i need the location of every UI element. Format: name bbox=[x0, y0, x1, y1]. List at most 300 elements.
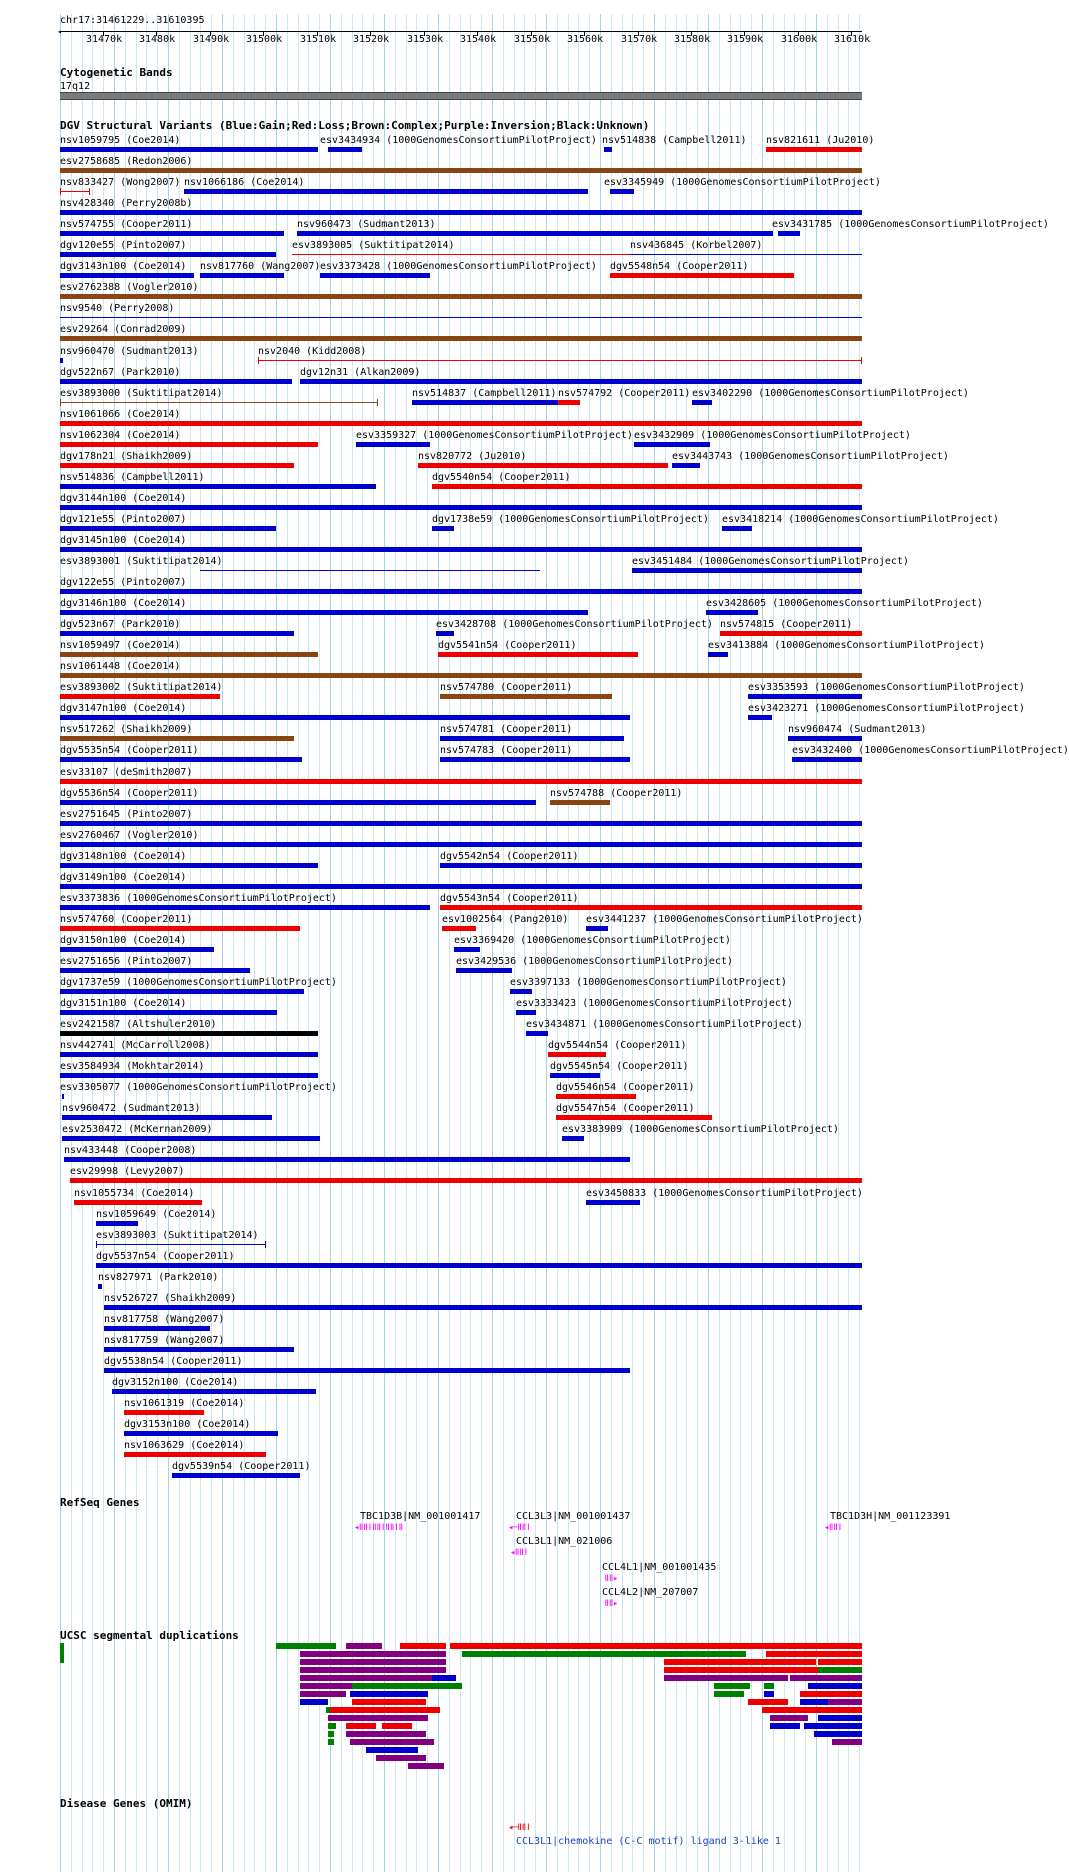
variant-label[interactable]: esv3373428 (1000GenomesConsortiumPilotProject) bbox=[320, 261, 597, 272]
variant-label[interactable]: dgv5537n54 (Cooper2011) bbox=[96, 1251, 235, 1262]
variant-label[interactable]: esv3402290 (1000GenomesConsortiumPilotProject) bbox=[692, 388, 969, 399]
variant-label[interactable]: esv3383909 (1000GenomesConsortiumPilotProject) bbox=[562, 1124, 839, 1135]
variant-label[interactable]: nsv960473 (Sudmant2013) bbox=[297, 219, 436, 230]
variant-label[interactable]: dgv5542n54 (Cooper2011) bbox=[440, 851, 579, 862]
variant-label[interactable]: esv3431785 (1000GenomesConsortiumPilotProject) bbox=[772, 219, 1049, 230]
segdup-block[interactable] bbox=[346, 1723, 376, 1729]
segdup-block[interactable] bbox=[60, 1643, 64, 1663]
variant-bar[interactable] bbox=[60, 421, 862, 426]
variant-bar[interactable] bbox=[184, 189, 588, 194]
variant-bar[interactable] bbox=[200, 570, 540, 571]
refseq-track-title[interactable]: RefSeq Genes bbox=[60, 1496, 140, 1509]
variant-bar[interactable] bbox=[440, 863, 862, 868]
variant-bar[interactable] bbox=[124, 1431, 278, 1436]
variant-label[interactable]: dgv3149n100 (Coe2014) bbox=[60, 872, 187, 883]
variant-bar[interactable] bbox=[60, 989, 304, 994]
variant-bar[interactable] bbox=[412, 400, 560, 405]
variant-label[interactable]: dgv5545n54 (Cooper2011) bbox=[550, 1061, 689, 1072]
variant-bar[interactable] bbox=[124, 1410, 204, 1415]
variant-label[interactable]: nsv514838 (Campbell2011) bbox=[602, 135, 747, 146]
segdup-block[interactable] bbox=[366, 1747, 418, 1753]
variant-label[interactable]: dgv12n31 (Alkan2009) bbox=[300, 367, 421, 378]
variant-bar[interactable] bbox=[96, 1221, 138, 1226]
variant-bar[interactable] bbox=[550, 1073, 600, 1078]
variant-label[interactable]: dgv523n67 (Park2010) bbox=[60, 619, 181, 630]
variant-label[interactable]: nsv960474 (Sudmant2013) bbox=[788, 724, 927, 735]
variant-bar[interactable] bbox=[516, 1010, 536, 1015]
variant-bar[interactable] bbox=[60, 1010, 277, 1015]
segdup-block[interactable] bbox=[808, 1683, 862, 1689]
variant-label[interactable]: dgv5544n54 (Cooper2011) bbox=[548, 1040, 687, 1051]
variant-bar[interactable] bbox=[60, 947, 214, 952]
variant-label[interactable]: esv29998 (Levy2007) bbox=[70, 1166, 185, 1177]
variant-label[interactable]: dgv3144n100 (Coe2014) bbox=[60, 493, 187, 504]
variant-bar[interactable] bbox=[124, 1452, 266, 1457]
gene-model[interactable]: ◂─ǁǁǀ bbox=[508, 1523, 531, 1533]
variant-label[interactable]: dgv121e55 (Pinto2007) bbox=[60, 514, 187, 525]
variant-label[interactable]: nsv1061448 (Coe2014) bbox=[60, 661, 181, 672]
variant-label[interactable]: dgv178n21 (Shaikh2009) bbox=[60, 451, 193, 462]
segdup-block[interactable] bbox=[800, 1691, 862, 1697]
variant-label[interactable]: dgv3150n100 (Coe2014) bbox=[60, 935, 187, 946]
segdup-block[interactable] bbox=[350, 1739, 434, 1745]
variant-bar[interactable] bbox=[436, 631, 454, 636]
variant-label[interactable]: esv3584934 (Mokhtar2014) bbox=[60, 1061, 205, 1072]
variant-label[interactable]: esv3359327 (1000GenomesConsortiumPilotProject) bbox=[356, 430, 633, 441]
variant-bar[interactable] bbox=[792, 757, 862, 762]
variant-label[interactable]: esv2530472 (McKernan2009) bbox=[62, 1124, 213, 1135]
variant-label[interactable]: dgv3145n100 (Coe2014) bbox=[60, 535, 187, 546]
variant-bar[interactable] bbox=[62, 1094, 64, 1099]
gene-model[interactable]: ǁǁ▸ bbox=[604, 1574, 618, 1584]
variant-bar[interactable] bbox=[720, 631, 862, 636]
variant-label[interactable]: nsv1066186 (Coe2014) bbox=[184, 177, 305, 188]
gene-label[interactable]: CCL4L2|NM_207007 bbox=[602, 1587, 699, 1598]
variant-label[interactable]: esv3893005 (Suktitipat2014) bbox=[292, 240, 455, 251]
segdup-block[interactable] bbox=[328, 1715, 428, 1721]
variant-label[interactable]: esv3434934 (1000GenomesConsortiumPilotProject) bbox=[320, 135, 597, 146]
gene-model[interactable]: ◂ǁǁǀ bbox=[824, 1523, 842, 1533]
variant-label[interactable]: dgv5548n54 (Cooper2011) bbox=[610, 261, 749, 272]
variant-bar[interactable] bbox=[510, 989, 532, 994]
gene-label[interactable]: TBC1D3B|NM_001001417 bbox=[360, 1511, 481, 1522]
variant-label[interactable]: nsv436845 (Korbel2007) bbox=[630, 240, 763, 251]
variant-label[interactable]: dgv5541n54 (Cooper2011) bbox=[438, 640, 577, 651]
variant-label[interactable]: nsv821611 (Ju2010) bbox=[766, 135, 875, 146]
segdup-block[interactable] bbox=[382, 1723, 412, 1729]
variant-bar[interactable] bbox=[634, 442, 710, 447]
variant-label[interactable]: nsv526727 (Shaikh2009) bbox=[104, 1293, 237, 1304]
variant-bar[interactable] bbox=[722, 526, 752, 531]
variant-label[interactable]: nsv442741 (McCarroll2008) bbox=[60, 1040, 211, 1051]
variant-label[interactable]: dgv5547n54 (Cooper2011) bbox=[556, 1103, 695, 1114]
variant-label[interactable]: dgv1738e59 (1000GenomesConsortiumPilotProject) bbox=[432, 514, 709, 525]
variant-bar[interactable] bbox=[60, 715, 630, 720]
variant-label[interactable]: esv2421587 (Altshuler2010) bbox=[60, 1019, 217, 1030]
gene-label[interactable]: CCL3L1|NM_021006 bbox=[516, 1536, 613, 1547]
variant-label[interactable]: esv29264 (Conrad2009) bbox=[60, 324, 187, 335]
gene-label[interactable]: CCL3L3|NM_001001437 bbox=[516, 1511, 631, 1522]
variant-bar[interactable] bbox=[778, 231, 800, 236]
variant-bar[interactable] bbox=[60, 231, 284, 236]
segdup-block[interactable] bbox=[714, 1683, 750, 1689]
variant-bar[interactable] bbox=[60, 821, 862, 826]
variant-bar[interactable] bbox=[60, 800, 536, 805]
segdup-block[interactable] bbox=[788, 1643, 862, 1649]
variant-bar[interactable] bbox=[60, 589, 862, 594]
variant-label[interactable]: nsv960470 (Sudmant2013) bbox=[60, 346, 199, 357]
gene-label[interactable]: TBC1D3H|NM_001123391 bbox=[830, 1511, 951, 1522]
variant-label[interactable]: nsv817758 (Wang2007) bbox=[104, 1314, 225, 1325]
gene-model[interactable]: ◂ǁǁǀ bbox=[510, 1548, 528, 1558]
cytoband-bar[interactable] bbox=[60, 92, 862, 100]
variant-bar[interactable] bbox=[104, 1305, 862, 1310]
variant-bar[interactable] bbox=[526, 1031, 548, 1036]
variant-bar[interactable] bbox=[60, 736, 294, 741]
segdup-block[interactable] bbox=[790, 1675, 862, 1681]
variant-bar[interactable] bbox=[60, 273, 194, 278]
variant-bar[interactable] bbox=[604, 147, 612, 152]
variant-bar[interactable] bbox=[60, 863, 318, 868]
variant-bar[interactable] bbox=[297, 231, 773, 236]
variant-bar[interactable] bbox=[60, 402, 378, 403]
variant-label[interactable]: esv33107 (deSmith2007) bbox=[60, 767, 193, 778]
variant-bar[interactable] bbox=[74, 1200, 202, 1205]
variant-bar[interactable] bbox=[60, 884, 862, 889]
segdup-block[interactable] bbox=[350, 1691, 428, 1697]
segdup-block[interactable] bbox=[800, 1699, 830, 1705]
variant-bar[interactable] bbox=[172, 1473, 300, 1478]
variant-bar[interactable] bbox=[60, 463, 294, 468]
gene-label[interactable]: CCL4L1|NM_001001435 bbox=[602, 1562, 717, 1573]
segdup-track-title[interactable]: UCSC segmental duplications bbox=[60, 1629, 239, 1642]
variant-bar[interactable] bbox=[60, 210, 862, 215]
variant-bar[interactable] bbox=[96, 1244, 266, 1245]
variant-bar[interactable] bbox=[60, 757, 302, 762]
variant-bar[interactable] bbox=[60, 336, 862, 341]
variant-bar[interactable] bbox=[328, 147, 362, 152]
segdup-block[interactable] bbox=[300, 1651, 446, 1657]
variant-bar[interactable] bbox=[440, 757, 630, 762]
variant-label[interactable]: nsv574781 (Cooper2011) bbox=[440, 724, 573, 735]
variant-bar[interactable] bbox=[60, 673, 862, 678]
variant-label[interactable]: esv3353593 (1000GenomesConsortiumPilotProject) bbox=[748, 682, 1025, 693]
variant-bar[interactable] bbox=[98, 1284, 102, 1289]
variant-bar[interactable] bbox=[300, 379, 862, 384]
variant-bar[interactable] bbox=[64, 1157, 630, 1162]
variant-label[interactable]: nsv428340 (Perry2008b) bbox=[60, 198, 193, 209]
variant-bar[interactable] bbox=[104, 1326, 210, 1331]
variant-label[interactable]: nsv574780 (Cooper2011) bbox=[440, 682, 573, 693]
variant-bar[interactable] bbox=[60, 252, 276, 257]
segdup-block[interactable] bbox=[818, 1659, 862, 1665]
variant-bar[interactable] bbox=[438, 652, 638, 657]
variant-bar[interactable] bbox=[454, 947, 480, 952]
variant-label[interactable]: nsv1059649 (Coe2014) bbox=[96, 1209, 217, 1220]
variant-bar[interactable] bbox=[632, 568, 862, 573]
variant-bar[interactable] bbox=[432, 484, 862, 489]
variant-label[interactable]: esv2751656 (Pinto2007) bbox=[60, 956, 193, 967]
segdup-block[interactable] bbox=[818, 1667, 862, 1673]
variant-label[interactable]: dgv120e55 (Pinto2007) bbox=[60, 240, 187, 251]
variant-bar[interactable] bbox=[60, 358, 63, 363]
variant-bar[interactable] bbox=[60, 191, 90, 192]
variant-bar[interactable] bbox=[60, 1031, 318, 1036]
segdup-block[interactable] bbox=[276, 1643, 336, 1649]
variant-bar[interactable] bbox=[60, 505, 862, 510]
variant-bar[interactable] bbox=[610, 273, 794, 278]
variant-bar[interactable] bbox=[356, 442, 430, 447]
variant-label[interactable]: esv3432909 (1000GenomesConsortiumPilotProject) bbox=[634, 430, 911, 441]
variant-bar[interactable] bbox=[432, 526, 454, 531]
segdup-block[interactable] bbox=[818, 1715, 862, 1721]
variant-label[interactable]: dgv3153n100 (Coe2014) bbox=[124, 1419, 251, 1430]
variant-label[interactable]: esv3893002 (Suktitipat2014) bbox=[60, 682, 223, 693]
variant-label[interactable]: nsv574788 (Cooper2011) bbox=[550, 788, 683, 799]
variant-bar[interactable] bbox=[60, 147, 318, 152]
segdup-block[interactable] bbox=[300, 1699, 328, 1705]
segdup-block[interactable] bbox=[408, 1763, 444, 1769]
variant-label[interactable]: nsv433448 (Cooper2008) bbox=[64, 1145, 197, 1156]
segdup-block[interactable] bbox=[766, 1651, 862, 1657]
segdup-block[interactable] bbox=[664, 1667, 830, 1673]
variant-label[interactable]: nsv574783 (Cooper2011) bbox=[440, 745, 573, 756]
variant-label[interactable]: esv3434871 (1000GenomesConsortiumPilotProject) bbox=[526, 1019, 803, 1030]
variant-label[interactable]: dgv5536n54 (Cooper2011) bbox=[60, 788, 199, 799]
variant-bar[interactable] bbox=[708, 652, 728, 657]
variant-bar[interactable] bbox=[70, 1178, 862, 1183]
variant-label[interactable]: nsv1061066 (Coe2014) bbox=[60, 409, 181, 420]
segdup-block[interactable] bbox=[328, 1739, 334, 1745]
variant-bar[interactable] bbox=[440, 694, 612, 699]
segdup-block[interactable] bbox=[376, 1755, 426, 1761]
variant-bar[interactable] bbox=[104, 1368, 630, 1373]
variant-label[interactable]: nsv820772 (Ju2010) bbox=[418, 451, 527, 462]
variant-label[interactable]: dgv3146n100 (Coe2014) bbox=[60, 598, 187, 609]
variant-bar[interactable] bbox=[60, 442, 318, 447]
variant-label[interactable]: nsv833427 (Wong2007) bbox=[60, 177, 181, 188]
variant-bar[interactable] bbox=[62, 1115, 272, 1120]
variant-label[interactable]: esv3441237 (1000GenomesConsortiumPilotProject) bbox=[586, 914, 863, 925]
segdup-block[interactable] bbox=[330, 1707, 440, 1713]
segdup-block[interactable] bbox=[664, 1651, 746, 1657]
variant-label[interactable]: esv2758685 (Redon2006) bbox=[60, 156, 193, 167]
variant-bar[interactable] bbox=[440, 736, 624, 741]
variant-label[interactable]: nsv574815 (Cooper2011) bbox=[720, 619, 853, 630]
variant-label[interactable]: esv3893003 (Suktitipat2014) bbox=[96, 1230, 259, 1241]
variant-label[interactable]: dgv3143n100 (Coe2014) bbox=[60, 261, 187, 272]
segdup-block[interactable] bbox=[664, 1659, 816, 1665]
variant-label[interactable]: esv2751645 (Pinto2007) bbox=[60, 809, 193, 820]
variant-bar[interactable] bbox=[200, 273, 284, 278]
segdup-block[interactable] bbox=[300, 1659, 446, 1665]
variant-label[interactable]: nsv514836 (Campbell2011) bbox=[60, 472, 205, 483]
variant-label[interactable]: esv3305077 (1000GenomesConsortiumPilotProject) bbox=[60, 1082, 337, 1093]
variant-label[interactable]: nsv574792 (Cooper2011) bbox=[558, 388, 691, 399]
segdup-block[interactable] bbox=[804, 1723, 862, 1729]
variant-bar[interactable] bbox=[60, 926, 300, 931]
variant-bar[interactable] bbox=[60, 1052, 318, 1057]
variant-bar[interactable] bbox=[60, 168, 862, 173]
variant-bar[interactable] bbox=[60, 610, 588, 615]
variant-label[interactable]: nsv517262 (Shaikh2009) bbox=[60, 724, 193, 735]
variant-label[interactable]: dgv1737e59 (1000GenomesConsortiumPilotProject) bbox=[60, 977, 337, 988]
variant-label[interactable]: nsv574760 (Cooper2011) bbox=[60, 914, 193, 925]
variant-label[interactable]: dgv122e55 (Pinto2007) bbox=[60, 577, 187, 588]
variant-bar[interactable] bbox=[60, 631, 294, 636]
omim-track-title[interactable]: Disease Genes (OMIM) bbox=[60, 1797, 193, 1810]
variant-bar[interactable] bbox=[60, 1073, 318, 1078]
variant-bar[interactable] bbox=[60, 317, 862, 318]
variant-label[interactable]: esv3443743 (1000GenomesConsortiumPilotProject) bbox=[672, 451, 949, 462]
variant-label[interactable]: esv3333423 (1000GenomesConsortiumPilotProject) bbox=[516, 998, 793, 1009]
variant-bar[interactable] bbox=[258, 360, 862, 361]
segdup-block[interactable] bbox=[432, 1675, 456, 1681]
segdup-block[interactable] bbox=[346, 1643, 382, 1649]
variant-bar[interactable] bbox=[610, 189, 634, 194]
variant-label[interactable]: esv3451484 (1000GenomesConsortiumPilotProject) bbox=[632, 556, 909, 567]
segdup-block[interactable] bbox=[400, 1643, 446, 1649]
variant-label[interactable]: nsv817760 (Wang2007) bbox=[200, 261, 321, 272]
variant-label[interactable]: esv3423271 (1000GenomesConsortiumPilotProject) bbox=[748, 703, 1025, 714]
segdup-block[interactable] bbox=[300, 1691, 346, 1697]
variant-label[interactable]: esv3893001 (Suktitipat2014) bbox=[60, 556, 223, 567]
variant-bar[interactable] bbox=[766, 147, 862, 152]
variant-label[interactable]: dgv5546n54 (Cooper2011) bbox=[556, 1082, 695, 1093]
variant-bar[interactable] bbox=[442, 926, 476, 931]
omim-gene-label[interactable]: CCL3L1|chemokine (C-C motif) ligand 3-like 1 bbox=[516, 1836, 781, 1847]
variant-bar[interactable] bbox=[692, 400, 712, 405]
variant-label[interactable]: nsv514837 (Campbell2011) bbox=[412, 388, 557, 399]
variant-bar[interactable] bbox=[60, 842, 862, 847]
variant-bar[interactable] bbox=[456, 968, 512, 973]
segdup-block[interactable] bbox=[462, 1651, 690, 1657]
variant-label[interactable]: dgv3152n100 (Coe2014) bbox=[112, 1377, 239, 1388]
variant-label[interactable]: dgv5540n54 (Cooper2011) bbox=[432, 472, 571, 483]
variant-label[interactable]: nsv1059497 (Coe2014) bbox=[60, 640, 181, 651]
variant-bar[interactable] bbox=[418, 463, 668, 468]
segdup-block[interactable] bbox=[762, 1707, 862, 1713]
gene-model[interactable]: ◂ǁǁǀǁǁǀǁǁǀǁ bbox=[354, 1523, 403, 1533]
segdup-block[interactable] bbox=[328, 1731, 334, 1737]
dgv-track-title[interactable]: DGV Structural Variants (Blue:Gain;Red:Loss;Brown:Complex;Purple:Inversion;Black:Unknown) bbox=[60, 119, 650, 132]
variant-label[interactable]: esv1002564 (Pang2010) bbox=[442, 914, 569, 925]
variant-label[interactable]: esv3893000 (Suktitipat2014) bbox=[60, 388, 223, 399]
variant-label[interactable]: esv3397133 (1000GenomesConsortiumPilotProject) bbox=[510, 977, 787, 988]
variant-bar[interactable] bbox=[548, 1052, 606, 1057]
segdup-block[interactable] bbox=[770, 1715, 808, 1721]
variant-bar[interactable] bbox=[60, 547, 862, 552]
segdup-block[interactable] bbox=[352, 1683, 462, 1689]
variant-label[interactable]: dgv5538n54 (Cooper2011) bbox=[104, 1356, 243, 1367]
variant-bar[interactable] bbox=[96, 1263, 862, 1268]
variant-bar[interactable] bbox=[320, 273, 430, 278]
variant-label[interactable]: nsv9540 (Perry2008) bbox=[60, 303, 175, 314]
gene-model[interactable]: ǁǁ▸ bbox=[604, 1599, 618, 1609]
variant-bar[interactable] bbox=[60, 694, 220, 699]
variant-label[interactable]: esv3428605 (1000GenomesConsortiumPilotProject) bbox=[706, 598, 983, 609]
segdup-block[interactable] bbox=[770, 1723, 800, 1729]
segdup-block[interactable] bbox=[328, 1723, 336, 1729]
variant-bar[interactable] bbox=[672, 463, 700, 468]
variant-bar[interactable] bbox=[706, 610, 758, 615]
variant-label[interactable]: esv3418214 (1000GenomesConsortiumPilotProject) bbox=[722, 514, 999, 525]
variant-bar[interactable] bbox=[550, 800, 610, 805]
variant-label[interactable]: dgv522n67 (Park2010) bbox=[60, 367, 181, 378]
variant-bar[interactable] bbox=[292, 254, 632, 255]
variant-label[interactable]: dgv3148n100 (Coe2014) bbox=[60, 851, 187, 862]
variant-label[interactable]: nsv960472 (Sudmant2013) bbox=[62, 1103, 201, 1114]
variant-label[interactable]: esv2760467 (Vogler2010) bbox=[60, 830, 199, 841]
variant-label[interactable]: esv3413884 (1000GenomesConsortiumPilotProject) bbox=[708, 640, 985, 651]
variant-label[interactable]: nsv574755 (Cooper2011) bbox=[60, 219, 193, 230]
variant-label[interactable]: dgv3147n100 (Coe2014) bbox=[60, 703, 187, 714]
variant-bar[interactable] bbox=[562, 1136, 584, 1141]
variant-bar[interactable] bbox=[788, 736, 862, 741]
variant-label[interactable]: nsv827971 (Park2010) bbox=[98, 1272, 219, 1283]
variant-bar[interactable] bbox=[60, 526, 276, 531]
variant-label[interactable]: nsv1063629 (Coe2014) bbox=[124, 1440, 245, 1451]
variant-bar[interactable] bbox=[60, 294, 862, 299]
variant-bar[interactable] bbox=[60, 968, 250, 973]
variant-bar[interactable] bbox=[630, 254, 862, 255]
segdup-block[interactable] bbox=[764, 1683, 774, 1689]
variant-bar[interactable] bbox=[60, 779, 862, 784]
variant-label[interactable]: esv3432400 (1000GenomesConsortiumPilotProject) bbox=[792, 745, 1069, 756]
variant-bar[interactable] bbox=[556, 1094, 636, 1099]
variant-label[interactable]: esv3429536 (1000GenomesConsortiumPilotProject) bbox=[456, 956, 733, 967]
variant-bar[interactable] bbox=[60, 379, 292, 384]
segdup-block[interactable] bbox=[828, 1699, 862, 1705]
segdup-block[interactable] bbox=[664, 1675, 788, 1681]
variant-bar[interactable] bbox=[748, 715, 772, 720]
variant-label[interactable]: nsv817759 (Wang2007) bbox=[104, 1335, 225, 1346]
segdup-block[interactable] bbox=[352, 1699, 426, 1705]
variant-bar[interactable] bbox=[556, 1115, 712, 1120]
variant-label[interactable]: esv3369420 (1000GenomesConsortiumPilotProject) bbox=[454, 935, 731, 946]
position-label[interactable]: chr17:31461229..31610395 bbox=[60, 15, 205, 26]
variant-bar[interactable] bbox=[60, 652, 318, 657]
segdup-block[interactable] bbox=[714, 1691, 744, 1697]
variant-bar[interactable] bbox=[558, 400, 580, 405]
variant-bar[interactable] bbox=[60, 905, 430, 910]
variant-bar[interactable] bbox=[586, 926, 608, 931]
segdup-block[interactable] bbox=[764, 1691, 774, 1697]
variant-label[interactable]: nsv1062304 (Coe2014) bbox=[60, 430, 181, 441]
variant-bar[interactable] bbox=[440, 905, 862, 910]
variant-bar[interactable] bbox=[62, 1136, 320, 1141]
segdup-block[interactable] bbox=[300, 1667, 446, 1673]
variant-label[interactable]: nsv2040 (Kidd2008) bbox=[258, 346, 367, 357]
variant-label[interactable]: nsv1055734 (Coe2014) bbox=[74, 1188, 195, 1199]
variant-label[interactable]: esv3345949 (1000GenomesConsortiumPilotProject) bbox=[604, 177, 881, 188]
variant-label[interactable]: nsv1061319 (Coe2014) bbox=[124, 1398, 245, 1409]
variant-label[interactable]: nsv1059795 (Coe2014) bbox=[60, 135, 181, 146]
variant-label[interactable]: dgv5539n54 (Cooper2011) bbox=[172, 1461, 311, 1472]
segdup-block[interactable] bbox=[300, 1675, 434, 1681]
variant-label[interactable]: dgv3151n100 (Coe2014) bbox=[60, 998, 187, 1009]
variant-label[interactable]: esv3450833 (1000GenomesConsortiumPilotProject) bbox=[586, 1188, 863, 1199]
variant-label[interactable]: esv2762388 (Vogler2010) bbox=[60, 282, 199, 293]
variant-label[interactable]: dgv5535n54 (Cooper2011) bbox=[60, 745, 199, 756]
segdup-block[interactable] bbox=[346, 1731, 426, 1737]
variant-bar[interactable] bbox=[112, 1389, 316, 1394]
cytoband-track-title[interactable]: Cytogenetic Bands bbox=[60, 66, 173, 79]
variant-bar[interactable] bbox=[60, 484, 376, 489]
segdup-block[interactable] bbox=[748, 1699, 788, 1705]
variant-bar[interactable] bbox=[748, 694, 862, 699]
variant-label[interactable]: dgv5543n54 (Cooper2011) bbox=[440, 893, 579, 904]
